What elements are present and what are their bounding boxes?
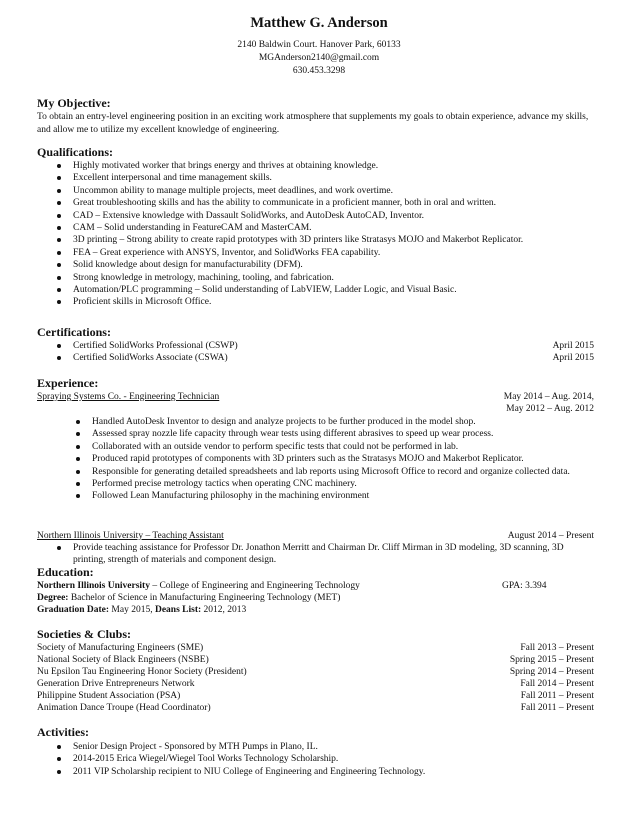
- society-date: Fall 2011 – Present: [520, 703, 594, 713]
- society-date: Spring 2014 – Present: [509, 667, 594, 677]
- bullet-icon: [57, 176, 61, 180]
- education-school-line: [37, 580, 360, 592]
- list-item: CAM – Solid understanding in FeatureCAM and MasterCAM.: [55, 222, 615, 234]
- list-item: Great troubleshooting skills and has the ability to communicate in a proficient manner, both in oral and written.: [55, 197, 615, 209]
- list-item: 3D printing – Strong ability to create rapid prototypes with 3D printers like Stratasys MOJO and Makerbot Replicator.: [55, 234, 615, 246]
- graduation-line: [37, 604, 246, 616]
- society-name: National Society of Black Engineers (NSBE): [37, 655, 209, 665]
- society-name: Nu Epsilon Tau Engineering Honor Society (President): [37, 667, 247, 677]
- bullet-icon: [57, 226, 61, 230]
- list-item: Highly motivated worker that brings energy and thrives at obtaining knowledge.: [55, 160, 615, 172]
- college-name: – College of Engineering and Engineering Technology: [149, 581, 360, 591]
- bullet-icon: [57, 757, 61, 761]
- experience-title: Experience:: [37, 376, 99, 390]
- deans-list-years: 2012, 2013: [201, 605, 247, 615]
- email: MGAnderson2140@gmail.com: [258, 53, 380, 63]
- list-item: 2014-2015 Erica Wiegel/Wiegel Tool Works Technology Scholarship.: [55, 753, 605, 765]
- list-item: Certified SolidWorks Professional (CSWP): [55, 340, 595, 352]
- bullet-icon: [57, 164, 61, 168]
- school-name: Northern Illinois University: [37, 581, 150, 591]
- candidate-name: Matthew G. Anderson: [250, 15, 388, 31]
- job-title: Northern Illinois University – Teaching Assistant: [37, 531, 224, 541]
- society-name: Animation Dance Troupe (Head Coordinator): [37, 703, 211, 713]
- list-item: Collaborated with an outside vendor to perform specific tests that could not be performed in lab.: [74, 441, 599, 453]
- bullet-icon: [57, 745, 61, 749]
- cert-date: April 2015: [552, 353, 594, 363]
- list-item: Solid knowledge about design for manufacturability (DFM).: [55, 259, 615, 271]
- list-item: FEA – Great experience with ANSYS, Inventor, and SolidWorks FEA capability.: [55, 247, 615, 259]
- qualifications-title: Qualifications:: [37, 145, 114, 159]
- bullet-icon: [57, 263, 61, 267]
- society-date: Fall 2011 – Present: [520, 691, 594, 701]
- graduation-label: Graduation Date:: [37, 605, 110, 615]
- bullet-icon: [76, 470, 80, 474]
- bullet-icon: [57, 344, 61, 348]
- society-name: Philippine Student Association (PSA): [37, 691, 181, 701]
- list-item: Strong knowledge in metrology, machining, tooling, and fabrication.: [55, 272, 615, 284]
- society-date: Fall 2014 – Present: [520, 679, 594, 689]
- list-item: Provide teaching assistance for Professor Dr. Jonathon Merritt and Chairman Dr. Cliff Mirman in 3D modeling, 3D scanning, 3D printing, strength of materials and component design.: [55, 542, 585, 567]
- bullet-icon: [76, 494, 80, 498]
- bullet-icon: [57, 546, 61, 550]
- activities-list: [55, 741, 605, 778]
- list-item: 2011 VIP Scholarship recipient to NIU College of Engineering and Engineering Technology.: [55, 766, 605, 778]
- list-item: CAD – Extensive knowledge with Dassault SolidWorks, and AutoDesk AutoCAD, Inventor.: [55, 210, 615, 222]
- job-date: May 2014 – Aug. 2014,: [503, 392, 594, 402]
- qualifications-list: [55, 160, 615, 309]
- job-duties-list: [74, 416, 599, 503]
- bullet-icon: [57, 201, 61, 205]
- list-item: Certified SolidWorks Associate (CSWA): [55, 352, 595, 364]
- list-item: Automation/PLC programming – Solid understanding of LabVIEW, Ladder Logic, and Visual Basic.: [55, 284, 615, 296]
- resume-header: [0, 15, 638, 78]
- job-title: Spraying Systems Co. - Engineering Technician: [37, 392, 220, 402]
- list-item: Followed Lean Manufacturing philosophy in the machining environment: [74, 490, 599, 502]
- list-item: Handled AutoDesk Inventor to design and analyze projects to be further produced in the model shop.: [74, 416, 599, 428]
- degree-value: Bachelor of Science in Manufacturing Engineering Technology (MET): [68, 593, 341, 603]
- bullet-icon: [57, 288, 61, 292]
- bullet-icon: [57, 251, 61, 255]
- society-name: Society of Manufacturing Engineers (SME): [37, 643, 204, 653]
- degree-label: Degree:: [37, 593, 69, 603]
- list-item: Uncommon ability to manage multiple projects, meet deadlines, and work overtime.: [55, 185, 615, 197]
- deans-list-label: Deans List:: [154, 605, 202, 615]
- bullet-icon: [57, 214, 61, 218]
- list-item: Proficient skills in Microsoft Office.: [55, 296, 615, 308]
- bullet-icon: [76, 445, 80, 449]
- degree-line: [37, 592, 340, 604]
- society-date: Fall 2013 – Present: [520, 643, 594, 653]
- job-date: August 2014 – Present: [507, 531, 594, 541]
- address: 2140 Baldwin Court. Hanover Park, 60133: [237, 40, 401, 50]
- certifications-title: Certifications:: [37, 325, 111, 339]
- list-item: Performed precise metrology tactics when operating CNC machinery.: [74, 478, 599, 490]
- objective-title: My Objective:: [37, 96, 111, 110]
- society-name: Generation Drive Entrepreneurs Network: [37, 679, 195, 689]
- list-item: Assessed spray nozzle life capacity through wear tests using different abrasives to speed up wear process.: [74, 428, 599, 440]
- phone: 630.453.3298: [292, 66, 346, 76]
- activities-title: Activities:: [37, 725, 89, 739]
- job-duties-list: [55, 542, 585, 567]
- list-item: Senior Design Project - Sponsored by MTH Pumps in Plano, IL.: [55, 741, 605, 753]
- bullet-icon: [76, 482, 80, 486]
- bullet-icon: [76, 420, 80, 424]
- certifications-list: [55, 340, 595, 365]
- bullet-icon: [76, 457, 80, 461]
- cert-date: April 2015: [552, 341, 594, 351]
- list-item: Responsible for generating detailed spreadsheets and lab reports using Microsoft Office to record and organize collected data.: [74, 466, 599, 478]
- gpa: GPA: 3.394: [502, 581, 547, 591]
- list-item: Produced rapid prototypes of components with 3D printers such as the Stratasys MOJO and Makerbot Replicator.: [74, 453, 599, 465]
- bullet-icon: [57, 356, 61, 360]
- society-date: Spring 2015 – Present: [509, 655, 594, 665]
- graduation-date: May 2015,: [109, 605, 155, 615]
- bullet-icon: [76, 432, 80, 436]
- objective-text: To obtain an entry-level engineering position in an exciting work atmosphere that supplements my goals to obtain experience, advance my skills, and allow me to utilize my excellent knowledge of engineering.: [37, 112, 589, 135]
- bullet-icon: [57, 770, 61, 774]
- bullet-icon: [57, 276, 61, 280]
- education-title: Education:: [37, 565, 94, 579]
- list-item: Excellent interpersonal and time management skills.: [55, 172, 615, 184]
- job-date: May 2012 – Aug. 2012: [506, 404, 594, 414]
- societies-title: Societies & Clubs:: [37, 627, 131, 641]
- bullet-icon: [57, 300, 61, 304]
- bullet-icon: [57, 238, 61, 242]
- bullet-icon: [57, 189, 61, 193]
